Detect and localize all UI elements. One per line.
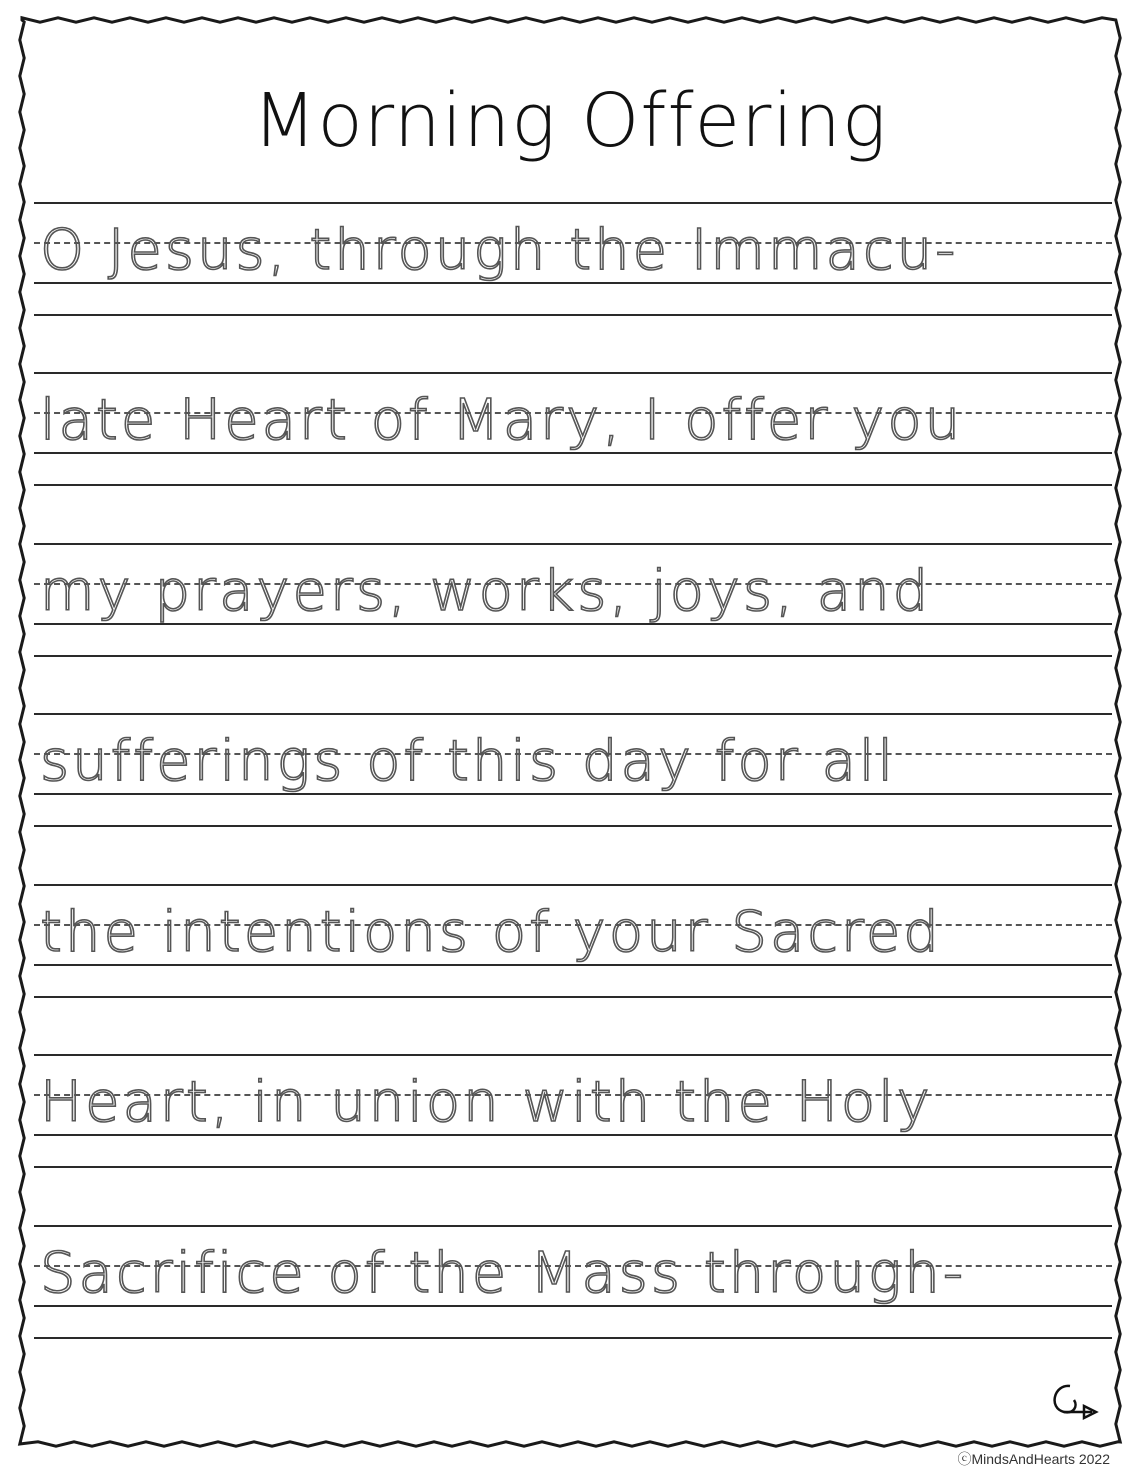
writing-line bbox=[34, 372, 1112, 507]
writing-line bbox=[34, 713, 1112, 848]
writing-line bbox=[34, 1225, 1112, 1360]
trace-text: my prayers, works, joys, and bbox=[40, 559, 932, 624]
descender-rule bbox=[34, 484, 1112, 486]
descender-rule bbox=[34, 996, 1112, 998]
descender-rule bbox=[34, 1166, 1112, 1168]
top-rule bbox=[34, 543, 1112, 545]
top-rule bbox=[34, 372, 1112, 374]
top-rule bbox=[34, 202, 1112, 204]
top-rule bbox=[34, 1225, 1112, 1227]
writing-line bbox=[34, 1054, 1112, 1189]
copyright-text: ⓒMindsAndHearts 2022 bbox=[957, 1451, 1110, 1467]
top-rule bbox=[34, 713, 1112, 715]
arrow-icon bbox=[1040, 1378, 1104, 1426]
trace-text: Heart, in union with the Holy bbox=[40, 1070, 933, 1135]
descender-rule bbox=[34, 314, 1112, 316]
descender-rule bbox=[34, 1337, 1112, 1339]
writing-line bbox=[34, 202, 1112, 337]
top-rule bbox=[34, 884, 1112, 886]
trace-text: Sacrifice of the Mass through- bbox=[40, 1241, 967, 1306]
trace-text: late Heart of Mary, I offer you bbox=[40, 388, 964, 453]
descender-rule bbox=[34, 825, 1112, 827]
writing-line bbox=[34, 884, 1112, 1019]
trace-text: sufferings of this day for all bbox=[40, 729, 897, 794]
descender-rule bbox=[34, 655, 1112, 657]
writing-line bbox=[34, 543, 1112, 678]
trace-text: the intentions of your Sacred bbox=[40, 900, 942, 965]
top-rule bbox=[34, 1054, 1112, 1056]
trace-text: O Jesus, through the Immacu- bbox=[40, 218, 959, 283]
page-title: Morning Offering bbox=[252, 78, 888, 164]
